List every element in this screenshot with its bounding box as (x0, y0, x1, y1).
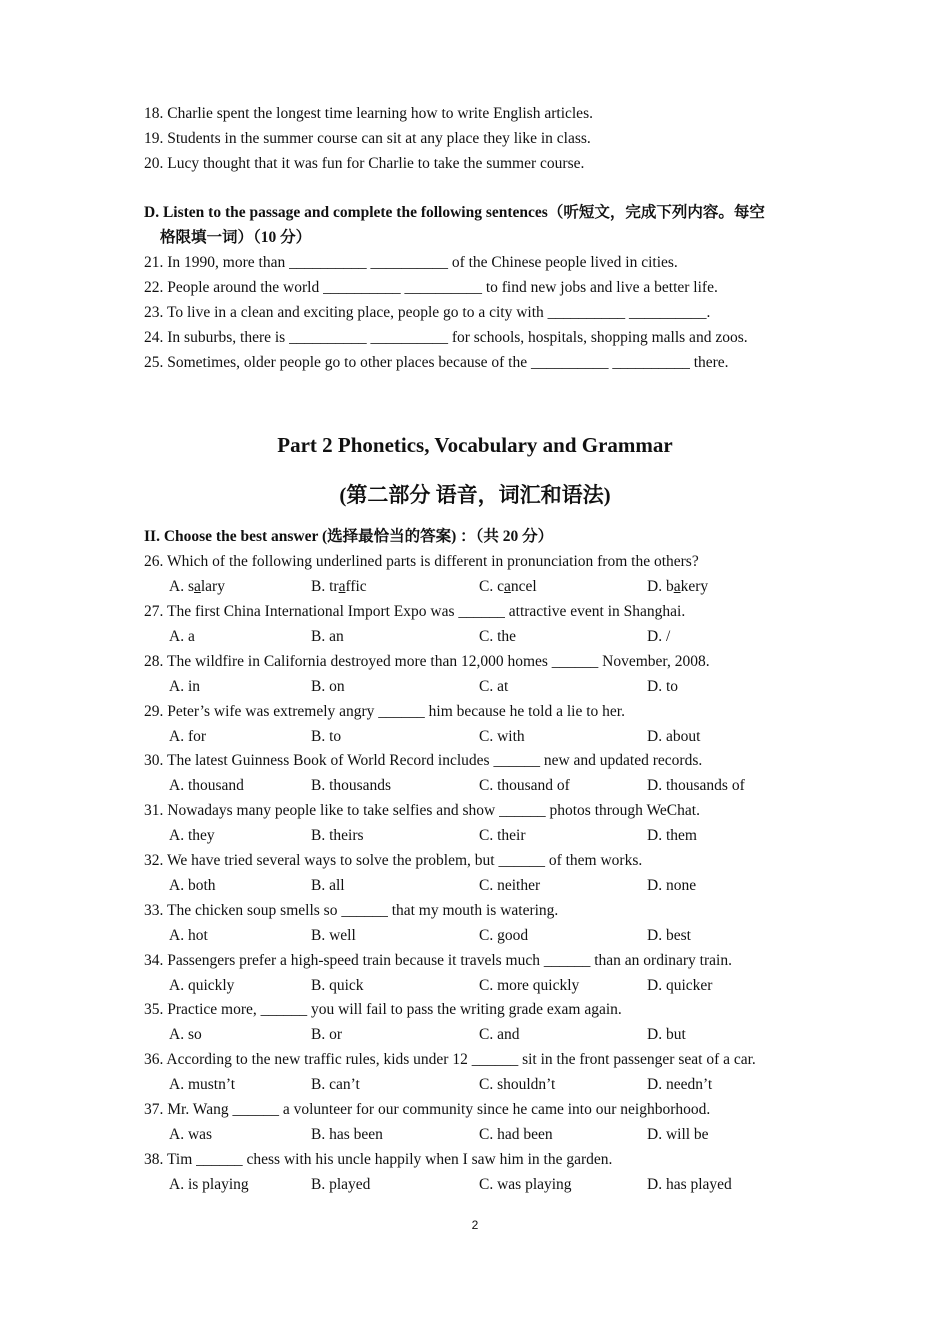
question-stem: 30. The latest Guinness Book of World Record includes ______ new and updated records. (144, 752, 703, 769)
option-b: B. can’t (311, 1076, 360, 1093)
option-b: B. theirs (311, 827, 364, 844)
option-c: C. with (479, 728, 525, 745)
option-a: A. they (169, 827, 215, 844)
question-options (169, 677, 869, 697)
sentence-23: 23. To live in a clean and exciting place, people go to a city with __________ __________. (144, 304, 711, 321)
option-d: D. about (647, 728, 701, 745)
question-stem: 36. According to the new traffic rules, kids under 12 ______ sit in the front passenger seat of a car. (144, 1051, 756, 1068)
option-b: B. on (311, 678, 345, 695)
section-ii-heading: II. Choose the best answer (选择最恰当的答案) ：（共 20 分） (144, 528, 554, 545)
option-b: B. traffic (311, 578, 367, 595)
question-stem: 29. Peter’s wife was extremely angry ______ him because he told a lie to her. (144, 703, 625, 720)
option-d: D. bakery (647, 578, 709, 595)
statement-18: 18. Charlie spent the longest time learning how to write English articles. (144, 105, 593, 122)
option-b: B. an (311, 628, 344, 645)
option-c: C. more quickly (479, 977, 580, 994)
option-d: D. none (647, 877, 697, 894)
option-b: B. or (311, 1026, 342, 1043)
statement-19: 19. Students in the summer course can sit at any place they like in class. (144, 130, 591, 147)
option-c: C. had been (479, 1126, 553, 1143)
option-c: C. the (479, 628, 517, 645)
option-b: B. quick (311, 977, 364, 994)
option-a: A. hot (169, 927, 208, 944)
option-a: A. mustn’t (169, 1076, 236, 1093)
question-options (169, 926, 869, 946)
question-stem: 35. Practice more, ______ you will fail to pass the writing grade exam again. (144, 1001, 622, 1018)
question-stem: 32. We have tried several ways to solve the problem, but ______ of them works. (144, 852, 643, 869)
option-b: B. has been (311, 1126, 383, 1143)
option-a: A. was (169, 1126, 213, 1143)
option-b: B. thousands (311, 777, 392, 794)
option-a: A. a (169, 628, 195, 645)
option-d: D. needn’t (647, 1076, 713, 1093)
option-c: C. cancel (479, 578, 537, 595)
sentence-21: 21. In 1990, more than __________ __________ of the Chinese people lived in cities. (144, 254, 678, 271)
option-d: D. best (647, 927, 691, 944)
option-a: A. salary (169, 578, 225, 595)
question-options (169, 627, 869, 647)
question-stem: 34. Passengers prefer a high-speed train because it travels much ______ than an ordinary train. (144, 952, 732, 969)
option-b: B. played (311, 1176, 371, 1193)
option-a: A. is playing (169, 1176, 249, 1193)
statement-20: 20. Lucy thought that it was fun for Charlie to take the summer course. (144, 155, 585, 172)
sentence-24: 24. In suburbs, there is __________ __________ for schools, hospitals, shopping malls and zoos. (144, 329, 748, 346)
section-d-heading: D. Listen to the passage and complete the following sentences（听短文，完成下列内容。每空 (144, 204, 765, 221)
option-d: D. to (647, 678, 678, 695)
sentence-25: 25. Sometimes, older people go to other places because of the __________ __________ there. (144, 354, 729, 371)
option-a: A. in (169, 678, 200, 695)
option-d: D. quicker (647, 977, 713, 994)
part-subtitle: (第二部分 语音，词汇和语法) (339, 483, 611, 507)
option-b: B. all (311, 877, 345, 894)
option-c: C. at (479, 678, 509, 695)
option-b: B. well (311, 927, 356, 944)
question-26-options (169, 577, 869, 597)
option-d: D. will be (647, 1126, 709, 1143)
question-options (169, 1075, 869, 1095)
option-a: A. for (169, 728, 207, 745)
option-d: D. them (647, 827, 697, 844)
part-title: Part 2 Phonetics, Vocabulary and Grammar (277, 433, 673, 457)
section-d-heading-cont: 格限填一词）（10 分） (160, 229, 312, 246)
option-d: D. thousands of (647, 777, 745, 794)
question-options (169, 876, 869, 896)
question-stem: 38. Tim ______ chess with his uncle happily when I saw him in the garden. (144, 1151, 613, 1168)
option-d: D. but (647, 1026, 686, 1043)
option-b: B. to (311, 728, 342, 745)
option-c: C. their (479, 827, 526, 844)
option-c: C. and (479, 1026, 520, 1043)
question-stem: 33. The chicken soup smells so ______ that my mouth is watering. (144, 902, 559, 919)
option-a: A. thousand (169, 777, 244, 794)
question-options (169, 1025, 869, 1045)
question-options (169, 727, 869, 747)
option-d: D. / (647, 628, 671, 645)
question-stem: 31. Nowadays many people like to take selfies and show ______ photos through WeChat. (144, 802, 700, 819)
question-options (169, 1175, 869, 1195)
question-options (169, 776, 869, 796)
option-c: C. good (479, 927, 529, 944)
option-c: C. thousand of (479, 777, 570, 794)
sentence-22: 22. People around the world __________ __________ to find new jobs and live a better life. (144, 279, 718, 296)
option-a: A. both (169, 877, 216, 894)
question-options (169, 976, 869, 996)
option-c: C. neither (479, 877, 541, 894)
question-options (169, 826, 869, 846)
option-d: D. has played (647, 1176, 732, 1193)
question-26-stem: 26. Which of the following underlined parts is different in pronunciation from the others? (144, 553, 699, 570)
question-stem: 28. The wildfire in California destroyed more than 12,000 homes ______ November, 2008. (144, 653, 710, 670)
question-options (169, 1125, 869, 1145)
question-stem: 27. The first China International Import Expo was ______ attractive event in Shanghai. (144, 603, 686, 620)
option-c: C. was playing (479, 1176, 572, 1193)
option-c: C. shouldn’t (479, 1076, 556, 1093)
question-stem: 37. Mr. Wang ______ a volunteer for our community since he came into our neighborhood. (144, 1101, 711, 1118)
option-a: A. so (169, 1026, 202, 1043)
page-number: 2 (471, 1218, 479, 1232)
option-a: A. quickly (169, 977, 235, 994)
